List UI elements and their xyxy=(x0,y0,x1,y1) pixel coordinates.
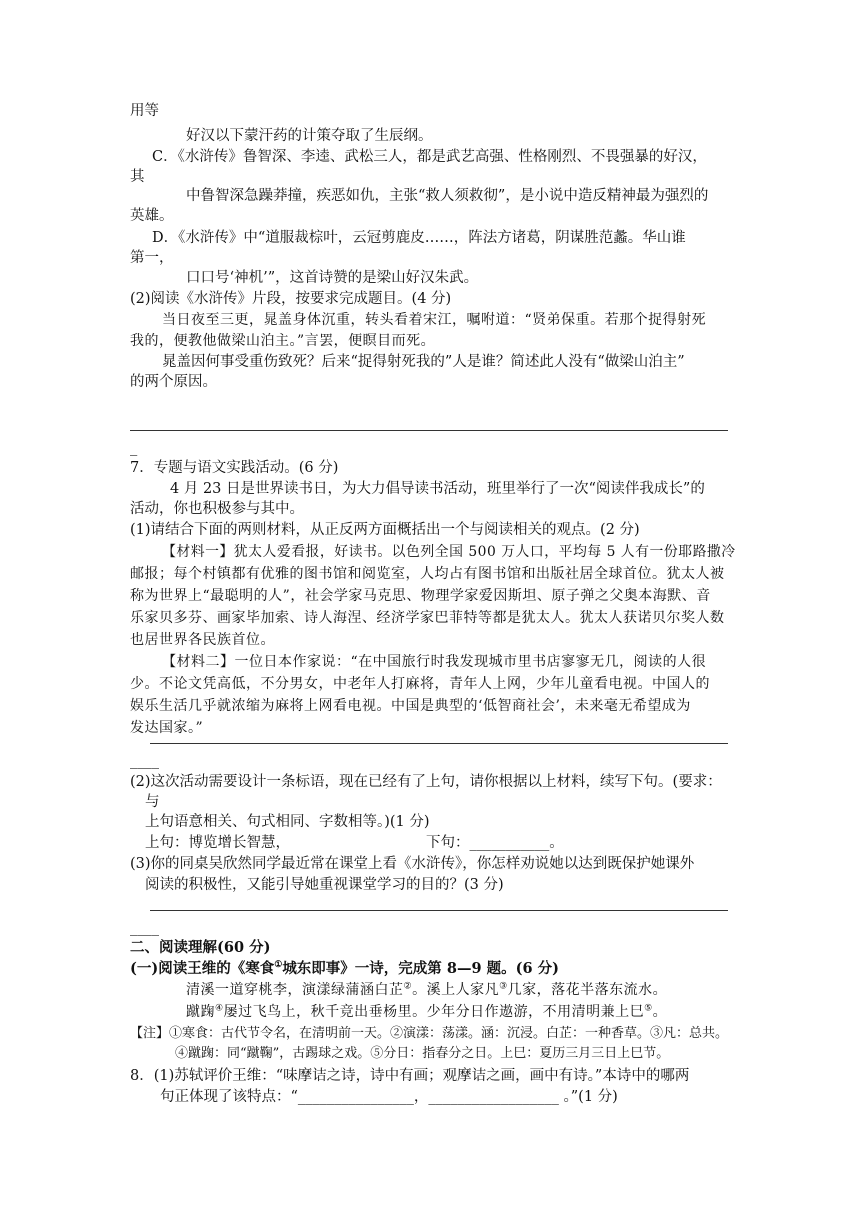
text-line: 中鲁智深急躁莽撞，疾恶如仇，主张“救人须救彻”，是小说中造反精神最为强烈的 xyxy=(186,188,709,204)
text-fragment: 清溪一道穿桃李，演漾绿蒲涵白芷 xyxy=(186,982,404,998)
text-line: ____ xyxy=(130,920,159,936)
text-line: 好汉以下蒙汗药的计策夺取了生辰纲。 xyxy=(186,128,433,144)
text-fragment: 。 xyxy=(652,1004,668,1020)
text-fragment: (一)阅读王维的《寒食 xyxy=(130,960,275,977)
upper-line: 上句：博览增长智慧， xyxy=(145,835,290,851)
text-line: ____ xyxy=(130,753,159,769)
text-fragment: 。溪上人家凡 xyxy=(412,982,500,998)
material-line: 也居世界各民族首位。 xyxy=(130,632,275,648)
text-fragment: 城东即事》一诗，完成第 8—9 题。(6 分) xyxy=(282,960,559,977)
material-line: 称为世界上“最聪明的人”，社会学家马克思、物理学家爱因斯坦、原子弹之父奥本海默、音 xyxy=(130,588,711,604)
poem-notes: 【注】①寒食：古代节令名，在清明前一天。②演漾：荡漾。涵：沉浸。白芷：一种香草。③凡：总共。 xyxy=(130,1026,729,1041)
question-7-3: (3)你的同桌吴欣然同学最近常在课堂上看《水浒传》，你怎样劝说她以达到既保护她课外 xyxy=(130,856,695,872)
question-6-2: (2)阅读《水浒传》片段，按要求完成题目。(4 分) xyxy=(130,291,452,307)
excerpt-line: 当日夜至三更，晁盖身体沉重，转头看着宋江，嘱咐道：“贤弟保重。若那个捉得射死 xyxy=(162,312,707,328)
material-line: 娱乐生活几乎就浓缩为麻将上网看电视。中国是典型的‘低智商社会’，未来毫无希望成为 xyxy=(130,698,691,714)
material-line: 【材料二】一位日本作家说：“在中国旅行时我发现城市里书店寥寥无几，阅读的人很 xyxy=(162,654,707,670)
text-line: 的两个原因。 xyxy=(130,374,217,390)
text-line: 活动，你也积极参与其中。 xyxy=(130,501,304,517)
answer-line[interactable] xyxy=(150,910,728,911)
lower-line-blank[interactable]: 下句：___________。 xyxy=(426,835,564,851)
text-line: 口口号‘神机’”，这首诗赞的是梁山好汉朱武。 xyxy=(186,270,479,286)
material-line: 少。不论文凭高低，不分男女，中老年人打麻将，青年人上网，少年儿童看电视。中国人的 xyxy=(130,676,710,692)
question-7-1: (1)请结合下面的两则材料，从正反两方面概括出一个与阅读相关的观点。(2 分) xyxy=(130,522,640,538)
material-line: 乐家贝多芬、画家毕加索、诗人海涅、经济学家巴菲特等都是犹太人。犹太人获诺贝尔奖人数 xyxy=(130,610,725,626)
poem-line xyxy=(186,980,667,1000)
option-d: D．《水浒传》中“道服裁棕叶，云冠剪鹿皮……，阵法方诸葛，阴谋胜范蠡。华山谁 xyxy=(152,230,686,246)
text-fragment: 蹴踘 xyxy=(186,1004,215,1020)
text-fragment: 屡过飞鸟上，秋千竞出垂杨里。少年分日作遨游，不用清明兼上巳 xyxy=(223,1004,645,1020)
material-line: 【材料一】犹太人爱看报，好读书。以色列全国 500 万人口，平均每 5 人有一份耶路撒冷 xyxy=(162,544,736,560)
subsection-heading xyxy=(130,959,559,979)
question-7-2: (2)这次活动需要设计一条标语，现在已经有了上句，请你根据以上材料，续写下句。(要求： xyxy=(130,774,722,790)
text-line: 用等 xyxy=(130,103,159,119)
text-line: 与 xyxy=(145,794,160,810)
answer-blank-line[interactable]: 句正体现了该特点：“________________，__________________ 。”(1 分) xyxy=(160,1089,618,1105)
text-line: 英雄。 xyxy=(130,208,174,224)
option-c: C．《水浒传》鲁智深、李逵、武松三人，都是武艺高强、性格刚烈、不畏强暴的好汉， xyxy=(152,149,707,165)
question-8-1: 8．(1)苏轼评价王维：“味摩诘之诗，诗中有画；观摩诘之画，画中有诗。”本诗中的哪两 xyxy=(130,1068,690,1084)
text-line: 阅读的积极性，又能引导她重视课堂学习的目的？(3 分) xyxy=(145,877,504,893)
footnote-mark: ③ xyxy=(499,981,508,992)
text-line: 晁盖因何事受重伤致死？后来“捉得射死我的”人是谁？简述此人没有“做梁山泊主” xyxy=(162,354,685,370)
text-line: 第一， xyxy=(130,250,174,266)
text-line: 4 月 23 日是世界读书日，为大力倡导读书活动，班里举行了一次“阅读伴我成长”的 xyxy=(170,481,705,497)
section-heading: 二、阅读理解(60 分) xyxy=(130,939,271,956)
footnote-mark: ① xyxy=(274,960,283,971)
answer-line[interactable] xyxy=(150,743,728,744)
text-line: 其 xyxy=(130,169,145,185)
question-7: 7．专题与语文实践活动。(6 分) xyxy=(130,460,339,476)
text-fragment: 几家，落花半落东流水。 xyxy=(507,982,668,998)
poem-line xyxy=(186,1002,667,1022)
poem-notes: ④蹴踘：同“蹴鞠”，古踢球之戏。⑤分日：指春分之日。上巳：夏历三月三日上巳节。 xyxy=(175,1046,670,1061)
material-line: 邮报；每个村镇都有优雅的图书馆和阅览室，人均占有图书馆和出版社居全球首位。犹太人被 xyxy=(130,566,725,582)
footnote-mark: ② xyxy=(403,981,413,992)
material-line: 发达国家。” xyxy=(130,720,204,736)
footnote-mark: ⑤ xyxy=(644,1003,653,1014)
text-line: 上句语意相关、句式相同、字数相等。)(1 分) xyxy=(145,814,430,830)
answer-line[interactable] xyxy=(130,430,728,431)
text-line: _ xyxy=(130,440,138,456)
footnote-mark: ④ xyxy=(215,1003,224,1014)
excerpt-line: 我的，便教他做梁山泊主。”言罢，便瞑目而死。 xyxy=(130,333,436,349)
